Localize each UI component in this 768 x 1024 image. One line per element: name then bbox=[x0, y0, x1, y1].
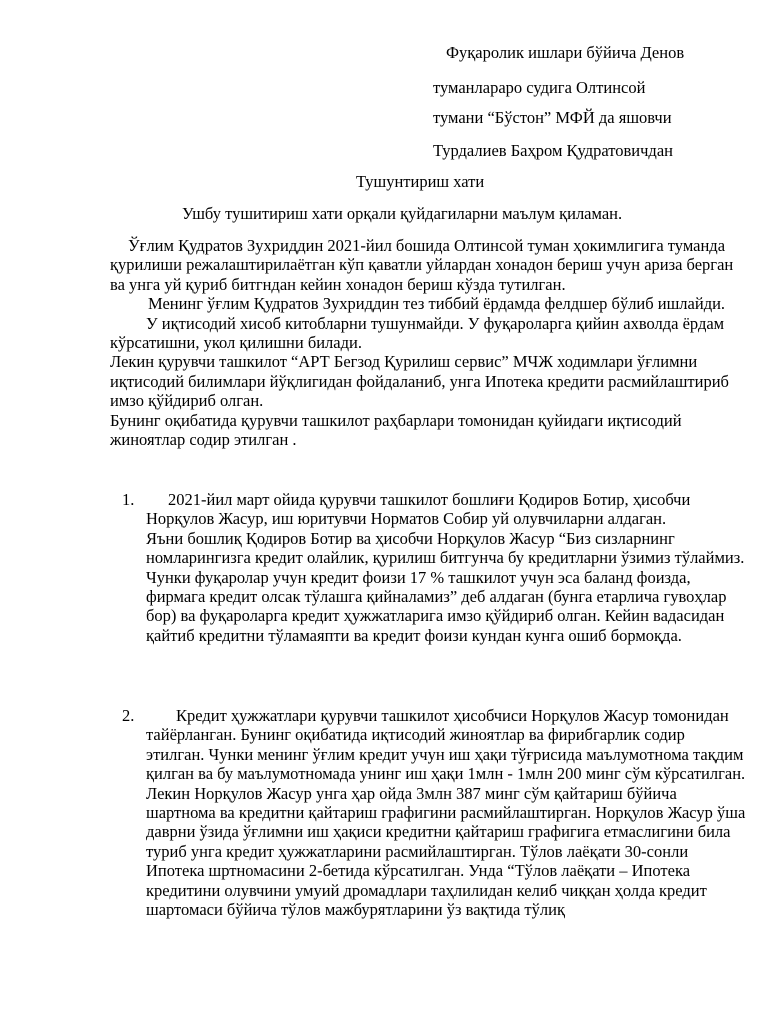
paragraph-4: Лекин қурувчи ташкилот “АРТ Бегзод Қурилиш сервис” МЧЖ ходимлари ўғлимни иқтисодий билимлари йўқлигидан фойдаланиб, унга Ипотека кредити расмийлаштириб имзо қўйдириб олган. bbox=[110, 352, 729, 411]
list-item-1-text-3: Чунки фуқаролар учун кредит фоизи 17 % ташкилот учун эса баланд фоизда, фирмага кредит олсак тўлашга қийналамиз” деб алдаган (бунга етарлича гувоҳлар бор) ва фуқароларга кредит ҳужжатларига имзо қўйдириб олган. Кейин вадасидан қайтиб кредитни тўламаяпти ва кредит фоизи кундан кунга ошиб бормоқда. bbox=[146, 567, 727, 645]
list-item-1-text-2: Яъни бошлиқ Қодиров Ботир ва ҳисобчи Норқулов Жасур “Биз сизларнинг номларингизга кредит олайлик, қурилиш битгунча бу кредитларни ўзимиз тўлаймиз. bbox=[146, 528, 745, 568]
paragraph-3: У иқтисодий хисоб китобларни тушунмайди. У фуқароларга қийин ахволда ёрдам кўрсатишни, укол қилишни билади. bbox=[110, 313, 725, 353]
list-item-2-text-1: Кредит ҳужжатлари қурувчи ташкилот ҳисобчиси Норқулов Жасур томонидан тайёрланган. Бунинг оқибатида иқтисодий жиноятлар ва фирибгарлик содир этилган. Чунки менинг ўғлим кредит учун иш ҳақи тўғрисида маълумотнома тақдим қилган ва бу маълумотномада унинг иш ҳақи 1млн - 1млн 200 минг сўм кўрсатилган. Лекин Норқулов Жасур унга ҳар ойда 3млн 387 минг сўм қайтариш бўйича шартнома ва кредитни қайтариш графигини расмийлаштирган. Норқулов Жасур ўша даврни ўзида ўғлимни иш ҳақиси кредитни қайтариш графигига етмаслигини била туриб унга кредит ҳужжатларини расмийлаштирган. Тўлов лаёқати 30-сонли Ипотека шртномасини 2-бетида кўрсатилган. Унда “Тўлов лаёқати – Ипотека кредитини олувчини умуий дромадлари таҳлилидан келиб чиққан ҳолда кредит шартомаси бўйича тўлов мажбурятларини ўз вақтида тўлиқ bbox=[146, 706, 746, 920]
document-subtitle: Ушбу тушитириш хати орқали қуйдагиларни маълум қиламан. bbox=[182, 204, 623, 223]
body-paragraphs bbox=[110, 236, 745, 449]
header-line-2: туманлараро судига Олтинсой bbox=[433, 78, 646, 97]
list-number-1: 1. bbox=[122, 490, 135, 509]
paragraph-5: Бунинг оқибатида қурувчи ташкилот раҳбарлари томонидан қуйидаги иқтисодий жиноятлар содир этилган . bbox=[110, 410, 682, 450]
list-item-2 bbox=[146, 706, 746, 919]
paragraph-2: Менинг ўғлим Қудратов Зухриддин тез тиббий ёрдамда фелдшер бўлиб ишлайди. bbox=[148, 294, 726, 314]
paragraph-1: Ўғлим Қудратов Зухриддин 2021-йил бошида Олтинсой туман ҳокимлигига туманда қурилиши режалаштирилаётган кўп қаватли уйлардан хонадон бериш учун ариза берган ва унга уй қуриб битгндан кейин хонадон бериш кўзда тутилган. bbox=[110, 236, 734, 294]
list-number-2: 2. bbox=[122, 706, 135, 725]
header-line-1: Фуқаролик ишлари бўйича Денов bbox=[446, 43, 685, 62]
header-line-3: тумани “Бўстон” МФЙ да яшовчи bbox=[433, 108, 672, 127]
list-item-1 bbox=[146, 490, 746, 645]
list-item-1-text-1: 2021-йил март ойида қурувчи ташкилот бошлиғи Қодиров Ботир, ҳисобчи Норқулов Жасур, иш юритувчи Норматов Собир уй олувчиларни алдаган. bbox=[146, 490, 691, 529]
document-title: Тушунтириш хати bbox=[356, 172, 485, 191]
header-line-4: Турдалиев Баҳром Қудратовичдан bbox=[433, 141, 673, 160]
